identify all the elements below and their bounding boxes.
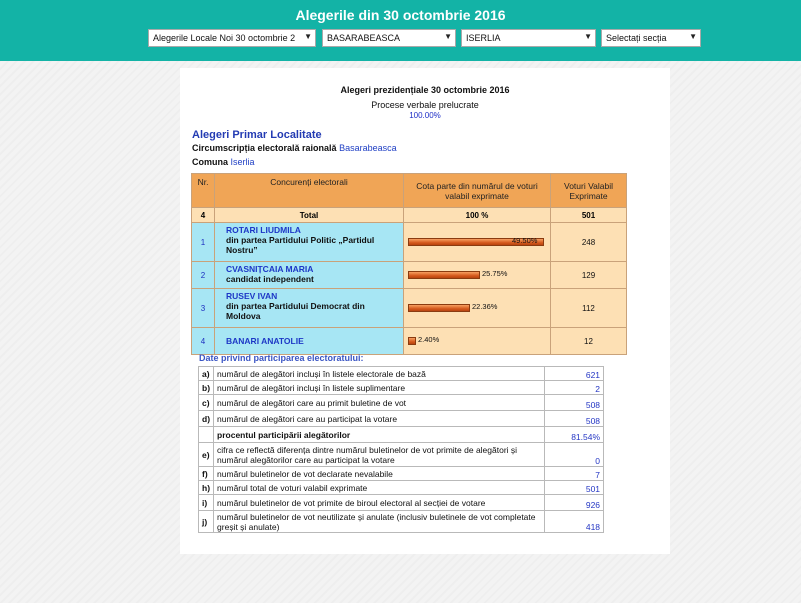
candidate-nr: 3 [192,289,215,328]
row-letter: a) [199,367,214,381]
candidate-name: CVASNIȚCAIA MARIA [226,264,314,274]
candidate-row [192,262,627,289]
row-letter [199,427,214,443]
header-votes: Voturi Valabil Exprimate [551,174,627,208]
circumscription-line [192,143,397,153]
section-select[interactable] [601,29,701,47]
app-title: Alegerile din 30 octombrie 2016 [295,7,506,23]
row-value: 7 [545,467,604,481]
section-select-value: Selectați secția [606,33,667,43]
comuna-value: Iserlia [230,157,255,167]
chevron-down-icon: ▼ [689,32,697,41]
row-description: numărul total de voturi valabil exprimate [214,481,545,495]
district-select-value: BASARABEASCA [327,33,401,43]
processed-label: Procese verbale prelucrate [371,100,479,110]
row-description: cifra ce reflectă diferența dintre numărul buletinelor de vot primite de alegători și numărul alegătorilor care au participat la votare [214,443,545,467]
row-letter: j) [199,511,214,533]
candidate-nr: 4 [192,328,215,355]
section-title: Alegeri Primar Localitate [192,129,322,141]
participation-row [199,381,604,395]
row-value: 418 [545,511,604,533]
header-nr: Nr. [192,174,215,208]
candidate-votes: 129 [551,262,627,289]
candidate-row [192,328,627,355]
row-letter: b) [199,381,214,395]
row-value: 508 [545,395,604,411]
candidate-party: din partea Partidului Politic „Partidul Nostru” [226,235,375,255]
participation-row [199,511,604,533]
comuna-label: Comuna [192,157,228,167]
district-select[interactable] [322,29,456,47]
share-label: 49.50% [512,236,538,245]
share-bar-cell [404,223,551,262]
candidate-row [192,289,627,328]
row-value: 508 [545,411,604,427]
share-bar [408,271,480,279]
total-row [192,208,627,223]
row-letter: d) [199,411,214,427]
results-table [191,173,627,355]
row-description: numărul buletinelor de vot primite de biroul electoral al secției de votare [214,495,545,511]
header-share: Cota parte din numărul de voturi valabil exprimate [404,174,551,208]
row-value: 0 [545,443,604,467]
top-bar [0,0,801,61]
share-bar [408,304,470,312]
row-letter: e) [199,443,214,467]
row-description: numărul buletinelor de vot declarate nevalabile [214,467,545,481]
candidate-votes: 248 [551,223,627,262]
participation-row [199,411,604,427]
participation-row [199,467,604,481]
total-share: 100 % [404,208,551,223]
candidate-name: RUSEV IVAN [226,291,278,301]
candidate-name: ROTARI LIUDMILA [226,225,301,235]
total-votes: 501 [551,208,627,223]
candidate-cell [215,223,404,262]
candidate-party: din partea Partidului Democrat din Moldova [226,301,365,321]
row-letter: f) [199,467,214,481]
circumscription-value: Basarabeasca [339,143,397,153]
header-candidates: Concurenți electorali [215,174,404,208]
share-bar-cell [404,328,551,355]
candidate-cell [215,289,404,328]
chevron-down-icon: ▼ [584,32,592,41]
report-panel [180,68,670,554]
candidate-votes: 12 [551,328,627,355]
participation-row [199,481,604,495]
candidate-name: BANARI ANATOLIE [226,336,304,346]
comuna-line [192,157,255,167]
row-letter: c) [199,395,214,411]
chevron-down-icon: ▼ [444,32,452,41]
row-description: numărul de alegători incluși în listele suplimentare [214,381,545,395]
row-description: numărul de alegători incluși în listele electorale de bază [214,367,545,381]
participation-row [199,443,604,467]
participation-row [199,495,604,511]
row-description: numărul de alegători care au primit buletine de vot [214,395,545,411]
chevron-down-icon: ▼ [304,32,312,41]
row-letter: h) [199,481,214,495]
row-value: 501 [545,481,604,495]
participation-table [198,366,604,533]
share-bar-cell [404,289,551,328]
row-value: 81.54% [545,427,604,443]
election-select-value: Alegerile Locale Noi 30 octombrie 2 [153,33,296,43]
candidate-nr: 2 [192,262,215,289]
row-description: procentul participării alegătorilor [214,427,545,443]
participation-percent-row [199,427,604,443]
candidate-row [192,223,627,262]
circumscription-label: Circumscripția electorală raională [192,143,337,153]
share-label: 25.75% [482,269,508,278]
candidate-votes: 112 [551,289,627,328]
locality-select[interactable] [461,29,596,47]
total-label: Total [215,208,404,223]
locality-select-value: ISERLIA [466,33,501,43]
candidate-cell [215,262,404,289]
candidate-party: candidat independent [226,274,314,284]
row-description: numărul de alegători care au participat la votare [214,411,545,427]
row-letter: i) [199,495,214,511]
candidate-nr: 1 [192,223,215,262]
processed-percent: 100.00% [409,111,441,120]
share-bar-cell [404,262,551,289]
row-value: 2 [545,381,604,395]
candidate-cell [215,328,404,355]
share-bar [408,337,416,345]
row-value: 621 [545,367,604,381]
row-value: 926 [545,495,604,511]
share-label: 22.36% [472,302,498,311]
participation-title: Date privind participarea electoratului: [199,353,364,363]
election-select[interactable] [148,29,316,47]
share-label: 2.40% [418,335,440,344]
participation-row [199,395,604,411]
report-title: Alegeri prezidențiale 30 octombrie 2016 [340,85,510,95]
total-nr: 4 [192,208,215,223]
row-description: numărul buletinelor de vot neutilizate și anulate (inclusiv buletinele de vot completate greșit și anulate) [214,511,545,533]
participation-row [199,367,604,381]
